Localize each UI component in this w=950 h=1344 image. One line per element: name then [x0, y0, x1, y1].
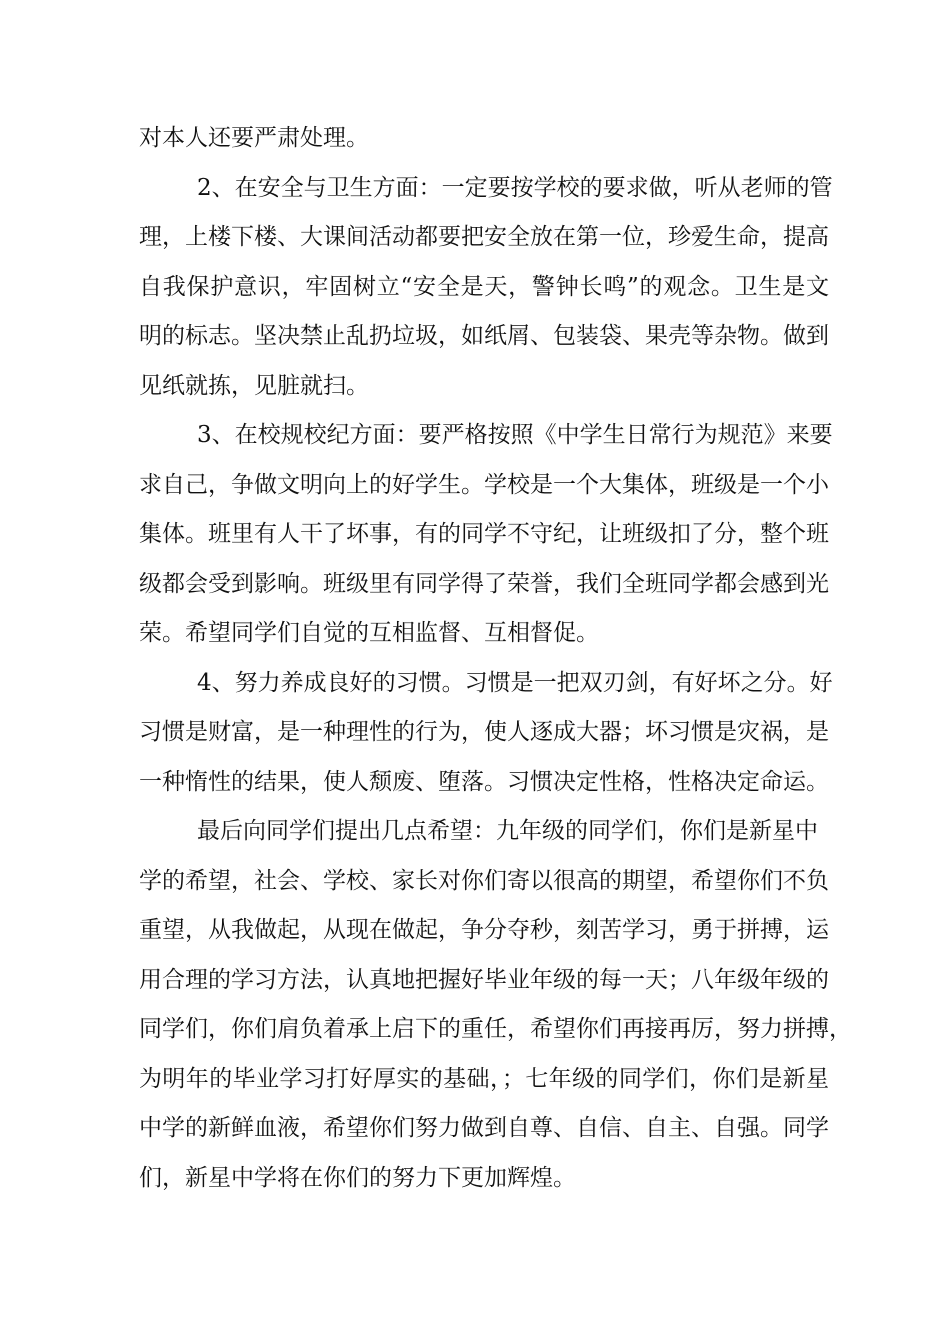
- text-line: 4、努力养成良好的习惯。习惯是一把双刃剑，有好坏之分。好: [197, 669, 833, 696]
- text-line: 集体。班里有人干了坏事，有的同学不守纪，让班级扣了分，整个班: [139, 521, 829, 547]
- text-line: 用合理的学习方法，认真地把握好毕业年级的每一天；八年级年级的: [139, 966, 829, 993]
- text-line: 荣。希望同学们自觉的互相监督、互相督促。: [139, 620, 599, 646]
- text-line: 见纸就拣，见脏就扫。: [139, 372, 369, 399]
- text-line: 自我保护意识，牢固树立“安全是天，警钟长鸣”的观念。卫生是文: [139, 273, 829, 300]
- text-line: 理，上楼下楼、大课间活动都要把安全放在第一位，珍爱生命，提高: [139, 224, 829, 250]
- text-line: 学的希望，社会、学校、家长对你们寄以很高的期望，希望你们不负: [139, 867, 829, 894]
- body-text: [139, 114, 852, 1203]
- text-line: 级都会受到影响。班级里有同学得了荣誉，我们全班同学都会感到光: [139, 570, 829, 597]
- text-line: 求自己，争做文明向上的好学生。学校是一个大集体，班级是一个小: [139, 471, 829, 498]
- text-line: 2、在安全与卫生方面：一定要按学校的要求做，听从老师的管: [197, 174, 833, 201]
- text-line: 3、在校规校纪方面：要严格按照《中学生日常行为规范》来要: [197, 422, 833, 448]
- text-line: 重望，从我做起，从现在做起，争分夺秒，刻苦学习，勇于拼搏，运: [139, 917, 829, 943]
- text-line: 们，新星中学将在你们的努力下更加辉煌。: [139, 1164, 576, 1191]
- text-line: 同学们，你们肩负着承上启下的重任，希望你们再接再厉，努力拼搏，: [139, 1016, 852, 1042]
- text-line: 明的标志。坚决禁止乱扔垃圾，如纸屑、包装袋、果壳等杂物。做到: [139, 323, 829, 349]
- text-line: 习惯是财富，是一种理性的行为，使人逐成大器；坏习惯是灾祸，是: [139, 719, 829, 745]
- text-line: 为明年的毕业学习打好厚实的基础，；七年级的同学们，你们是新星: [139, 1065, 829, 1092]
- text-line: 对本人还要严肃处理。: [139, 125, 369, 151]
- text-line: 一种惰性的结果，使人颓废、堕落。习惯决定性格，性格决定命运。: [139, 768, 829, 795]
- text-line: 中学的新鲜血液，希望你们努力做到自尊、自信、自主、自强。同学: [139, 1115, 829, 1141]
- text-line: 最后向同学们提出几点希望：九年级的同学们，你们是新星中: [197, 818, 818, 844]
